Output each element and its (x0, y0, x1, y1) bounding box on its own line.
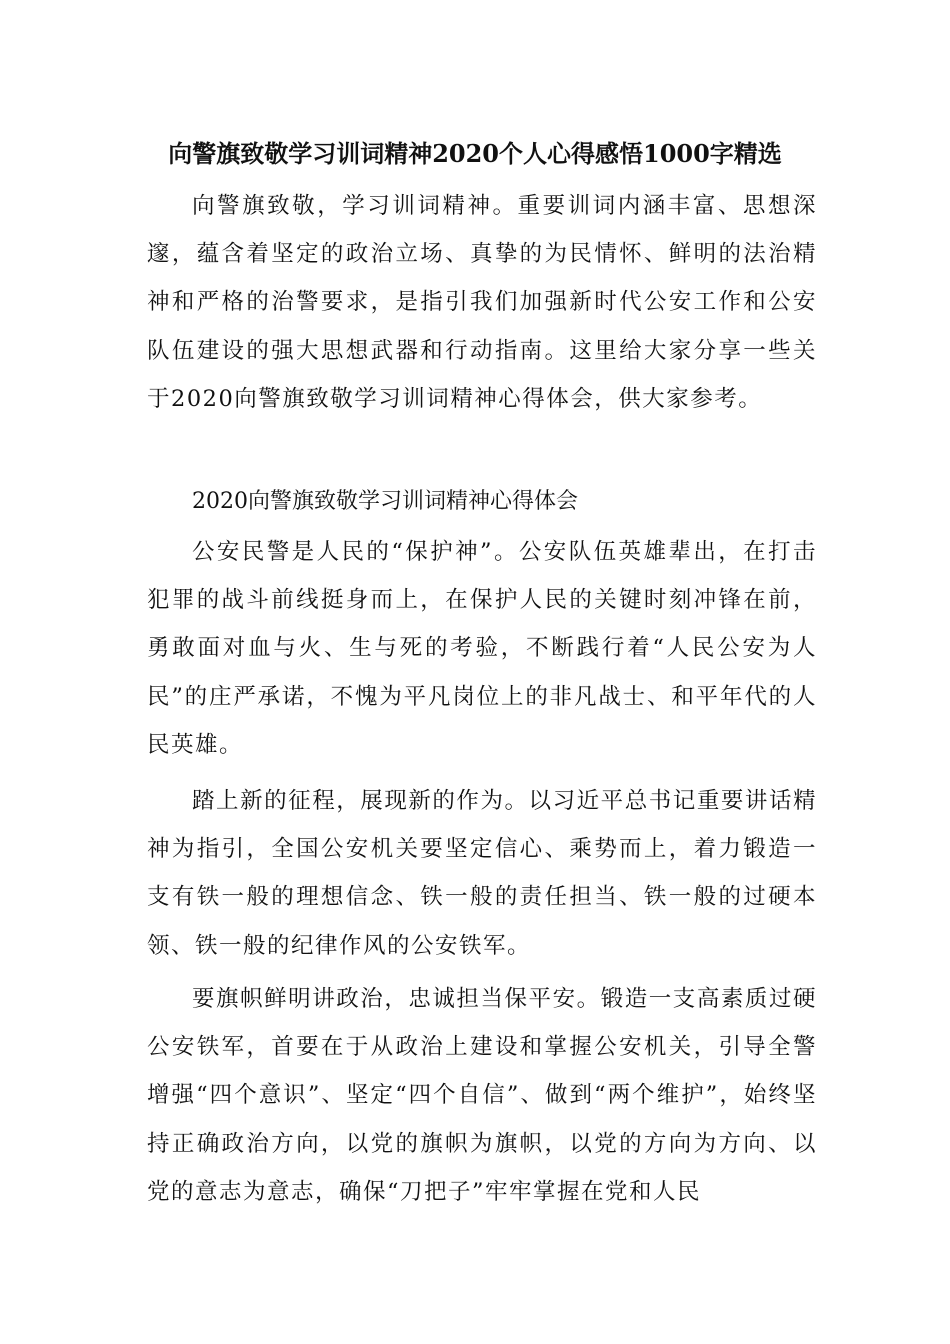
body-paragraph: 要旗帜鲜明讲政治，忠诚担当保平安。锻造一支高素质过硬公安铁军，首要在于从政治上建设和掌握公安机关，引导全警增强“四个意识”、坚定“四个自信”、做到“两个维护”，始终坚持正确政治方向，以党的旗帜为旗帜，以党的方向为方向、以党的意志为意志，确保“刀把子”牢牢掌握在党和人民 (147, 986, 817, 1205)
body-paragraph: 踏上新的征程，展现新的作为。以习近平总书记重要讲话精神为指引，全国公安机关要坚定信心、乘势而上，着力锻造一支有铁一般的理想信念、铁一般的责任担当、铁一般的过硬本领、铁一般的纪律作风的公安铁军。 (147, 788, 817, 959)
body-paragraph: 公安民警是人民的“保护神”。公安队伍英雄辈出，在打击犯罪的战斗前线挺身而上，在保护人民的关键时刻冲锋在前，勇敢面对血与火、生与死的考验，不断践行着“人民公安为人民”的庄严承诺，不愧为平凡岗位上的非凡战士、和平年代的人民英雄。 (147, 539, 817, 758)
document-title: 向警旗致敬学习训词精神2020个人心得感悟1000字精选 (168, 139, 782, 168)
section-subtitle: 2020向警旗致敬学习训词精神心得体会 (192, 489, 578, 514)
intro-paragraph: 向警旗致敬，学习训词精神。重要训词内涵丰富、思想深邃，蕴含着坚定的政治立场、真挚的为民情怀、鲜明的法治精神和严格的治警要求，是指引我们加强新时代公安工作和公安队伍建设的强大思想武器和行动指南。这里给大家分享一些关于2020向警旗致敬学习训词精神心得体会，供大家参考。 (147, 193, 817, 412)
